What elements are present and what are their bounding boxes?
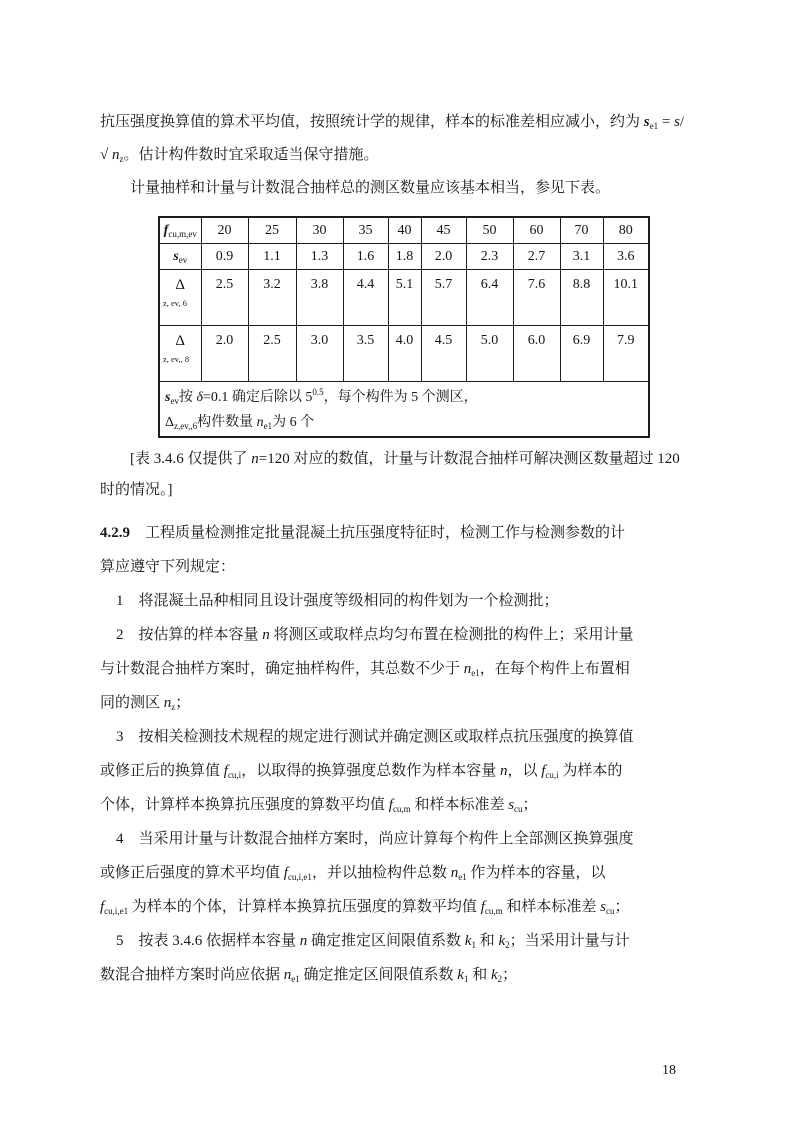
table-cell: 2.5 — [201, 270, 248, 326]
table-row-delta-6 — [159, 270, 649, 326]
table-note-line: $s_{ev}$按 δ=0.1 确定后除以 $5^{0.5}$，每个构件为 5 个测区， — [165, 387, 478, 406]
table-cell: 1.1 — [248, 244, 296, 270]
table-cell: 35 — [343, 217, 388, 244]
table-cell: 60 — [513, 217, 560, 244]
table-cell: 40 — [388, 217, 421, 244]
clause-item-line: 数混合抽样方案时尚应依据 $n_{e1}$ 确定推定区间限值系数 $k_1$ 和 $k_2$； — [100, 967, 518, 984]
delta-symbol: Δ — [175, 277, 186, 293]
clause-item-line: $f_{cu,i,e1}$ 为样本的个体，计算样本换算抗压强度的算数平均值 $f_{cu,m}$ 和样本标准差 $s_{cu}$； — [100, 899, 630, 916]
clause-item-line: 3 按相关检测技术规程的规定进行测试并确定测区或取样点抗压强度的换算值 — [116, 729, 634, 745]
table-cell: 8.8 — [560, 270, 603, 326]
table-cell: 4.5 — [421, 326, 466, 382]
table-cell: 2.7 — [513, 244, 560, 270]
table-cell: 3.6 — [603, 244, 649, 270]
clause-item-line: 5 按表 3.4.6 依据样本容量 n 确定推定区间限值系数 $k_1$ 和 $k_2$；当采用计量与计 — [116, 933, 630, 950]
table-cell: 1.3 — [296, 244, 343, 270]
page-number: 18 — [662, 1063, 676, 1078]
table-cell: 25 — [248, 217, 296, 244]
comment-line: 时的情况。] — [100, 482, 173, 498]
sev-symbol-cell: $s_{ev}$ — [159, 244, 201, 270]
table-cell: 1.6 — [343, 244, 388, 270]
table-cell: 3.2 — [248, 270, 296, 326]
delta-6-symbol-cell — [159, 270, 201, 326]
table-cell: 30 — [296, 217, 343, 244]
page-content — [100, 106, 696, 992]
clause-heading-line: 4.2.9 工程质量检测推定批量混凝土抗压强度特征时，检测工作与检测参数的计 — [100, 525, 626, 541]
table-cell: 2.0 — [201, 326, 248, 382]
table-cell: 2.0 — [421, 244, 466, 270]
delta-8-symbol-cell — [159, 326, 201, 382]
table-cell: 2.5 — [248, 326, 296, 382]
intro-line: 抗压强度换算值的算术平均值，按照统计学的规律，样本的标准差相应减小，约为 $s_{e1} = s/$ — [100, 114, 685, 131]
clause-item-line: 2 按估算的样本容量 n 将测区或取样点均匀布置在检测批的构件上；采用计量 — [116, 627, 634, 643]
table-cell: 7.9 — [603, 326, 649, 382]
table-row-delta-8 — [159, 326, 649, 382]
table-cell: 70 — [560, 217, 603, 244]
table-cell: 3.0 — [296, 326, 343, 382]
table-cell: 50 — [466, 217, 513, 244]
intro-line: 计量抽样和计量与计数混合抽样总的测区数量应该基本相当，参见下表。 — [130, 180, 611, 196]
table-row-sev — [159, 244, 649, 270]
bracketed-comment — [100, 444, 696, 506]
table-cell: 4.0 — [388, 326, 421, 382]
intro-line: √ $n_z$。估计构件数时宜采取适当保守措施。 — [100, 147, 379, 164]
table-cell: 3.1 — [560, 244, 603, 270]
table-cell: 6.0 — [513, 326, 560, 382]
table-notes-cell — [159, 382, 649, 438]
table-cell: 5.1 — [388, 270, 421, 326]
table-cell: 4.4 — [343, 270, 388, 326]
clause-item-line: 个体，计算样本换算抗压强度的算数平均值 $f_{cu,m}$ 和样本标准差 $s_{cu}$； — [100, 797, 538, 814]
table-cell: 7.6 — [513, 270, 560, 326]
table-notes-row — [159, 382, 649, 438]
table-cell: 10.1 — [603, 270, 649, 326]
clause-heading-line: 算应遵守下列规定： — [100, 559, 236, 575]
table-cell: 5.7 — [421, 270, 466, 326]
clause-item-line: 1 将混凝土品种相同且设计强度等级相同的构件划为一个检测批； — [116, 593, 559, 609]
clause-item-line: 同的测区 $n_z$； — [100, 695, 191, 712]
table-header-row — [159, 217, 649, 244]
delta-symbol: Δ — [175, 333, 186, 349]
clause-4-2-9 — [100, 516, 696, 992]
table-cell: 45 — [421, 217, 466, 244]
table-cell: 6.4 — [466, 270, 513, 326]
table-header-symbol-cell: $f_{cu,m,ev}$ — [159, 217, 201, 244]
clause-item-line: 与计数混合抽样方案时，确定抽样构件，其总数不少于 $n_{e1}$，在每个构件上布置相 — [100, 661, 630, 678]
table-cell: 2.3 — [466, 244, 513, 270]
measuring-zone-table — [158, 216, 650, 438]
table-cell: 3.8 — [296, 270, 343, 326]
clause-item-line: 或修正后的换算值 $f_{cu,i}$，以取得的换算强度总数作为样本容量 n，以 $f_{cu,i}$ 为样本的 — [100, 763, 623, 780]
delta-subscript: z, ev,, 8 — [163, 354, 190, 364]
table-cell: 5.0 — [466, 326, 513, 382]
table-note-line: $\Delta_{z,ev,,6}$构件数量 $n_{e1}$为 6 个 — [165, 415, 315, 431]
comment-line: [表 3.4.6 仅提供了 n=120 对应的数值，计量与计数混合抽样可解决测区数量超过 120 — [130, 451, 680, 467]
clause-item-line: 或修正后强度的算术平均值 $f_{cu,i,e1}$，并以抽检构件总数 $n_{e1}$ 作为样本的容量，以 — [100, 865, 606, 882]
table-cell: 20 — [201, 217, 248, 244]
table-cell: 80 — [603, 217, 649, 244]
table-cell: 6.9 — [560, 326, 603, 382]
table-cell: 0.9 — [201, 244, 248, 270]
delta-subscript: z, ev, 6 — [163, 298, 187, 308]
clause-item-line: 4 当采用计量与计数混合抽样方案时，尚应计算每个构件上全部测区换算强度 — [116, 831, 634, 847]
table-cell: 3.5 — [343, 326, 388, 382]
table-cell: 1.8 — [388, 244, 421, 270]
